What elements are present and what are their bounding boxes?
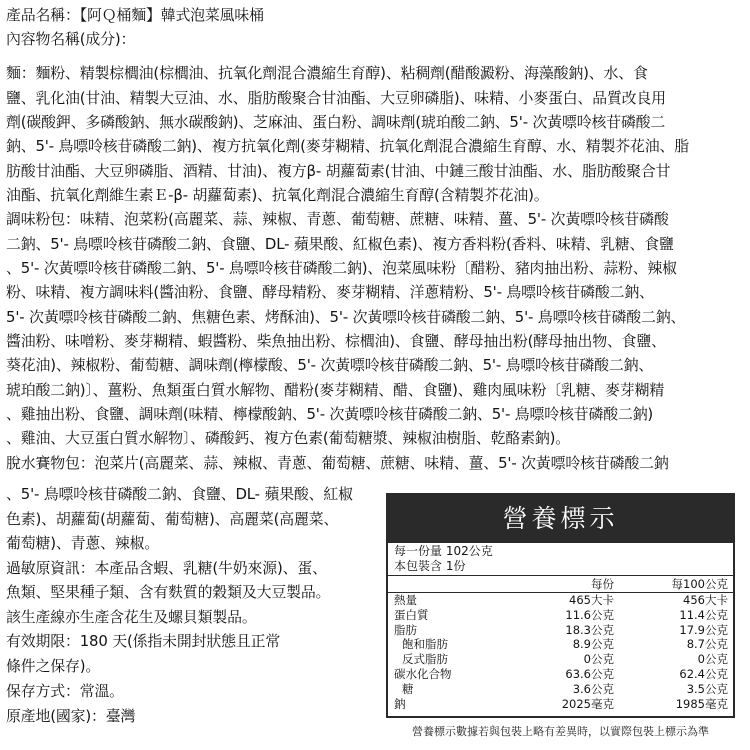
seasoning-ingredients-line: 、5'- 次黃嘌呤核苷磷酸二鈉、5'- 鳥嘌呤核苷磷酸二鈉)、泡菜風味粉〔醋粉、豬肉抽出粉、蒜粉、辣椒 [6, 259, 677, 277]
nutrient-per-100g: 8.7公克 [686, 637, 728, 652]
nutrient-per-100g: 456大卡 [683, 593, 728, 607]
noodle-ingredients-line: 肪酸甘油酯、大豆卵磷脂、酒精、甘油)、複方β- 胡蘿蔔素(甘油、中鏈三酸甘油酯、水、脂肪酸聚合甘 [6, 162, 671, 180]
nutrition-title: 營養標示 [388, 495, 733, 543]
nutrition-row [388, 623, 733, 638]
nutrient-per-serving: 63.6公克 [565, 666, 614, 681]
noodle-ingredients-line: 麵：麵粉、精製棕櫚油(棕櫚油、抗氧化劑混合濃縮生育醇)、粘稠劑(醋酸澱粉、海藻酸鈉)、水、食 [6, 64, 648, 82]
contents-heading: 內容物名稱(成分)： [6, 30, 136, 48]
serving-info [388, 543, 733, 576]
nutrient-name: 飽和脂肪 [402, 637, 448, 652]
nutrient-name: 糖 [402, 681, 414, 696]
dried-vegetable-line: 葡萄糖)、青蔥、辣椒。 [6, 534, 160, 552]
per-100g-header: 每100公克 [671, 577, 728, 591]
nutrition-row [388, 682, 733, 697]
nutrient-per-100g: 62.4公克 [679, 666, 728, 681]
nutrition-row [388, 593, 733, 608]
nutrition-header-row [388, 576, 733, 593]
seasoning-ingredients-line: 葵花油)、辣椒粉、葡萄糖、調味劑(檸檬酸、5'- 次黃嘌呤核苷磷酸二鈉、5'- 鳥嘌呤核苷磷酸二鈉、 [6, 356, 654, 374]
noodle-ingredients-line: 油酯、抗氧化劑維生素Ｅ-β- 胡蘿蔔素)、抗氧化劑混合濃縮生育醇(含精製芥花油)。 [6, 186, 549, 204]
nutrition-disclaimer: 營養標示數據若與包裝上略有差異時，以實際包裝上標示為準 [412, 725, 709, 738]
nutrient-name: 脂肪 [394, 622, 417, 637]
dried-vegetable-line: 脫水賽物包：泡菜片(高麗菜、蒜、辣椒、青蔥、葡萄糖、蔗糖、味精、薑、5'- 次黃嘌呤核苷磷酸二鈉 [6, 454, 669, 472]
nutrition-row [388, 608, 733, 623]
noodle-ingredients-line: 劑(碳酸鉀、多磷酸鈉、無水碳酸鈉)、芝麻油、蛋白粉、調味劑(琥珀酸二鈉、5'- 次黃嘌呤核苷磷酸二 [6, 113, 666, 131]
nutrition-row [388, 667, 733, 682]
nutrient-per-serving: 8.9公克 [572, 637, 614, 652]
allergen-info-line: 該生產線亦生產含花生及螺貝類製品。 [6, 608, 257, 626]
nutrient-per-serving: 18.3公克 [565, 622, 614, 637]
dried-vegetable-line: 、5'- 鳥嘌呤核苷磷酸二鈉、食鹽、DL- 蘋果酸、紅椒 [6, 485, 353, 503]
seasoning-ingredients-line: 調味粉包：味精、泡菜粉(高麗菜、蒜、辣椒、青蔥、葡萄糖、蔗糖、味精、薑、5'- 次黃嘌呤核苷磷酸 [6, 210, 669, 228]
nutrient-per-serving: 0公克 [583, 652, 614, 667]
nutrition-header-blank [388, 576, 508, 592]
nutrition-facts-panel [386, 493, 735, 718]
nutrition-row [388, 652, 733, 667]
expiry-line: 條件之保存)。 [6, 657, 101, 675]
seasoning-ingredients-line: 粉、味精、複方調味料(醬油粉、食鹽、酵母精粉、麥芽糊精、洋蔥精粉、5'- 鳥嘌呤核苷磷酸二鈉、 [6, 283, 654, 301]
nutrient-name: 碳水化合物 [394, 666, 452, 681]
origin-line: 原產地(國家)：臺灣 [6, 707, 136, 725]
nutrient-per-100g: 3.5公克 [686, 681, 728, 696]
seasoning-ingredients-line: 5'- 次黃嘌呤核苷磷酸二鈉、焦糖色素、烤酥油)、5'- 次黃嘌呤核苷磷酸二鈉、5'- 鳥嘌呤核苷磷酸二鈉、 [6, 308, 686, 326]
allergen-info-line: 過敏原資訊：本產品含蝦、乳糖(牛奶來源)、蛋、 [6, 559, 327, 577]
seasoning-ingredients-line: 、雞抽出粉、食鹽、調味劑(味精、檸檬酸鈉、5'- 次黃嘌呤核苷磷酸二鈉、5'- 鳥嘌呤核苷磷酸二鈉) [6, 405, 654, 423]
nutrition-row [388, 637, 733, 652]
seasoning-ingredients-line: 醬油粉、味噌粉、麥芽糊精、蝦醬粉、柴魚抽出粉、棕櫚油)、食鹽、酵母抽出粉(酵母抽出物、食鹽、 [6, 332, 666, 350]
seasoning-ingredients-line: 二鈉、5'- 鳥嘌呤核苷磷酸二鈉、食鹽、DL- 蘋果酸、紅椒色素)、複方香料粉(香料、味精、乳糖、食鹽 [6, 235, 674, 253]
noodle-ingredients-line: 鈉、5'- 鳥嘌呤核苷磷酸二鈉)、複方抗氧化劑(麥芽糊精、抗氧化劑混合濃縮生育醇、水、精製芥花油、脂 [6, 137, 689, 155]
nutrient-name: 鈉 [394, 696, 406, 711]
product-name-line: 產品名稱：【阿Ｑ桶麵】韓式泡菜風味桶 [6, 6, 264, 24]
expiry-line: 有效期限：180 天(係指未開封狀態且正常 [6, 632, 281, 650]
nutrient-per-100g: 1985毫克 [675, 696, 728, 711]
nutrient-per-serving: 3.6公克 [572, 681, 614, 696]
storage-line: 保存方式：常溫。 [6, 682, 124, 700]
nutrient-name: 熱量 [394, 593, 417, 607]
per-serving-header: 每份 [591, 577, 614, 591]
seasoning-ingredients-line: 琥珀酸二鈉)〕、薑粉、魚類蛋白質水解物、醋粉(麥芽糊精、醋、食鹽)、雞肉風味粉〔乳糖、麥芽糊精 [6, 381, 665, 399]
servings-per-package: 本包裝含 1份 [394, 559, 466, 573]
nutrient-per-100g: 17.9公克 [679, 622, 728, 637]
serving-size: 每一份量 102公克 [394, 544, 493, 558]
nutrient-name: 蛋白質 [394, 607, 429, 622]
nutrition-row [388, 697, 733, 712]
allergen-info-line: 魚類、堅果種子類、含有麩質的穀類及大豆製品。 [6, 583, 331, 601]
nutrient-name: 反式脂肪 [402, 652, 448, 667]
nutrient-per-serving: 11.6公克 [565, 607, 614, 622]
nutrient-per-100g: 11.4公克 [679, 607, 728, 622]
nutrient-per-100g: 0公克 [697, 652, 728, 667]
noodle-ingredients-line: 鹽、乳化油(甘油、精製大豆油、水、脂肪酸聚合甘油酯、大豆卵磷脂)、味精、小麥蛋白、品質改良用 [6, 89, 666, 107]
nutrient-per-serving: 465大卡 [569, 593, 614, 607]
seasoning-ingredients-line: 、雞油、大豆蛋白質水解物〕、磷酸鈣、複方色素(葡萄糖漿、辣椒油樹脂、乾酪素鈉)。 [6, 429, 571, 447]
dried-vegetable-line: 色素)、胡蘿蔔(胡蘿蔔、葡萄糖)、高麗菜(高麗菜、 [6, 510, 339, 528]
nutrient-per-serving: 2025毫克 [561, 696, 614, 711]
